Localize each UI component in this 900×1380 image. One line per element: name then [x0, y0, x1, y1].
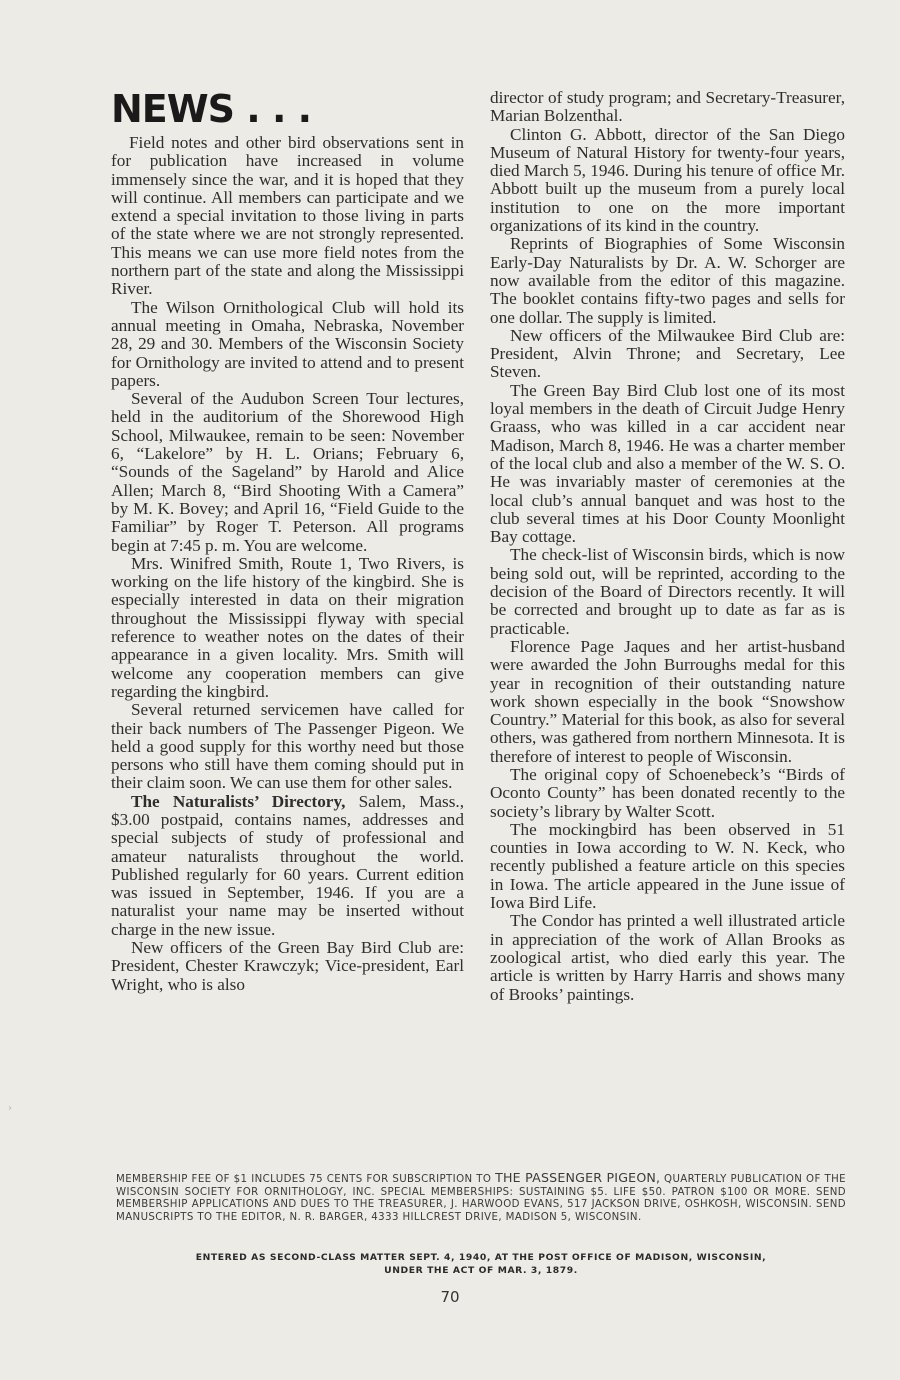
- postal-entry-notice: [116, 1251, 846, 1277]
- directory-title: The Naturalists’ Directory,: [131, 791, 346, 811]
- news-item: Field notes and other bird observations sent in for publication have increased in volume immensely since the war, and it is hoped that they will continue. All members can participate and we extend a special invitation to those living in parts of the state where we are not strongly represented. This means we can use more field notes from the northern part of the state and along the Mississippi River.: [111, 133, 464, 299]
- news-item: New officers of the Green Bay Bird Club are: President, Chester Krawczyk; Vice-president, Earl Wright, who is also: [111, 938, 464, 994]
- news-item: Several returned servicemen have called for their back numbers of The Passenger Pigeon. We held a good supply for this worthy need but those persons who still have them coming should put in their claim soon. We can use them for other sales.: [111, 700, 464, 793]
- news-item: The mockingbird has been observed in 51 counties in Iowa according to W. N. Keck, who recently published a feature article on this species in Iowa. The article appeared in the June issue of Iowa Bird Life.: [490, 819, 845, 913]
- news-item: Clinton G. Abbott, director of the San Diego Museum of Natural History for twenty-four years, died March 5, 1946. During his tenure of office Mr. Abbott built up the museum from a purely local institution to one on the more important organizations of its kind in the country.: [490, 124, 845, 236]
- news-item-continuation: director of study program; and Secretary-Treasurer, Marian Bolzenthal.: [490, 88, 845, 126]
- directory-text: Salem, Mass., $3.00 postpaid, contains names, addresses and special subjects of study of professional and amateur naturalists throughout the world. Published regularly for 60 years. Current edition was issued in September, 1946. If you are a naturalist your name may be inserted without charge in the new issue.: [111, 791, 464, 939]
- postal-entry-line-2: UNDER THE ACT OF MAR. 3, 1879.: [384, 1265, 578, 1276]
- journal-name: THE PASSENGER PIGEON,: [495, 1170, 661, 1185]
- left-column: [111, 134, 464, 994]
- news-item: The check-list of Wisconsin birds, which is now being sold out, will be reprinted, according to the decision of the Board of Directors recently. It will be corrected and brought up to date as far as is practicable.: [490, 545, 845, 638]
- membership-notice: [116, 1172, 846, 1224]
- news-item: New officers of the Milwaukee Bird Club are: President, Alvin Throne; and Secretary, Lee Steven.: [490, 325, 845, 382]
- news-item: Mrs. Winifred Smith, Route 1, Two Rivers, is working on the life history of the kingbird. She is especially interested in data on their migration throughout the Mississippi flyway with special reference to weather notes on the dates of their appearance in a given locality. Mrs. Smith will welcome any cooperation members can give regarding the kingbird.: [111, 553, 464, 701]
- news-item: The Green Bay Bird Club lost one of its most loyal members in the death of Circuit Judge Henry Graass, who was killed in a car accident near Madison, March 8, 1946. He was a charter member of the local club and also a member of the W. S. O. He was invariably master of ceremonies at the local club’s annual banquet and was host to the club several times at his Door County Moonlight Bay cottage.: [490, 380, 845, 547]
- news-item: Reprints of Biographies of Some Wisconsin Early-Day Naturalists by Dr. A. W. Schorger are now available from the editor of this magazine. The booklet contains fifty-two pages and sells for one dollar. The supply is limited.: [490, 234, 845, 327]
- right-column: [490, 89, 845, 1004]
- news-item: Several of the Audubon Screen Tour lectures, held in the auditorium of the Shorewood High School, Milwaukee, remain to be seen: November 6, “Lakelore” by H. L. Orians; February 6, “Sounds of the Sageland” by Harold and Alice Allen; March 8, “Bird Shooting With a Camera” by M. K. Bovey; and April 16, “Field Guide to the Familiar” by Roger T. Peterson. All programs begin at 7:45 p. m. You are welcome.: [111, 389, 464, 555]
- binding-mark-icon: ›: [8, 1103, 12, 1114]
- news-item: Florence Page Jaques and her artist-husband were awarded the John Burroughs medal for this year in recognition of their outstanding nature work shown especially in the book “Snowshow Country.” Material for this book, as also for several others, was gathered from northern Minnesota. It is therefore of interest to people of Wisconsin.: [490, 636, 845, 766]
- news-item-naturalists-directory: [111, 793, 464, 939]
- membership-text-2: QUARTERLY PUBLICATION OF THE WISCONSIN SOCIETY FOR ORNITHOLOGY, INC. SPECIAL MEMBERSHIPS: SUSTAINING $5. LIFE $50. PATRON $100 OR MORE. SEND MEMBERSHIP APPLICATIONS AND DUES TO THE TREASURER, J. HARWOOD EVANS, 517 JACKSON DRIVE, OSHKOSH, WISCONSIN. SEND MANUSCRIPTS TO THE EDITOR, N. R. BARGER, 4333 HILLCREST DRIVE, MADISON 5, WISCONSIN.: [116, 1174, 846, 1223]
- page-number: 70: [440, 1288, 460, 1306]
- news-item: The original copy of Schoenebeck’s “Birds of Oconto County” has been donated recently to the society’s library by Walter Scott.: [490, 764, 845, 821]
- membership-text-1: MEMBERSHIP FEE OF $1 INCLUDES 75 CENTS FOR SUBSCRIPTION TO: [116, 1174, 496, 1185]
- news-item: The Condor has printed a well illustrated article in appreciation of the work of Allan Brooks as zoological artist, who died early this year. The article is written by Harry Harris and shows many of Brooks’ paintings.: [490, 911, 845, 1004]
- postal-entry-line-1: ENTERED AS SECOND-CLASS MATTER SEPT. 4, 1940, AT THE POST OFFICE OF MADISON, WISCONSIN,: [195, 1252, 767, 1263]
- news-item: The Wilson Ornithological Club will hold its annual meeting in Omaha, Nebraska, November 28, 29 and 30. Members of the Wisconsin Society for Ornithology are invited to attend and to present papers.: [111, 297, 464, 390]
- page-title: NEWS . . .: [111, 87, 312, 131]
